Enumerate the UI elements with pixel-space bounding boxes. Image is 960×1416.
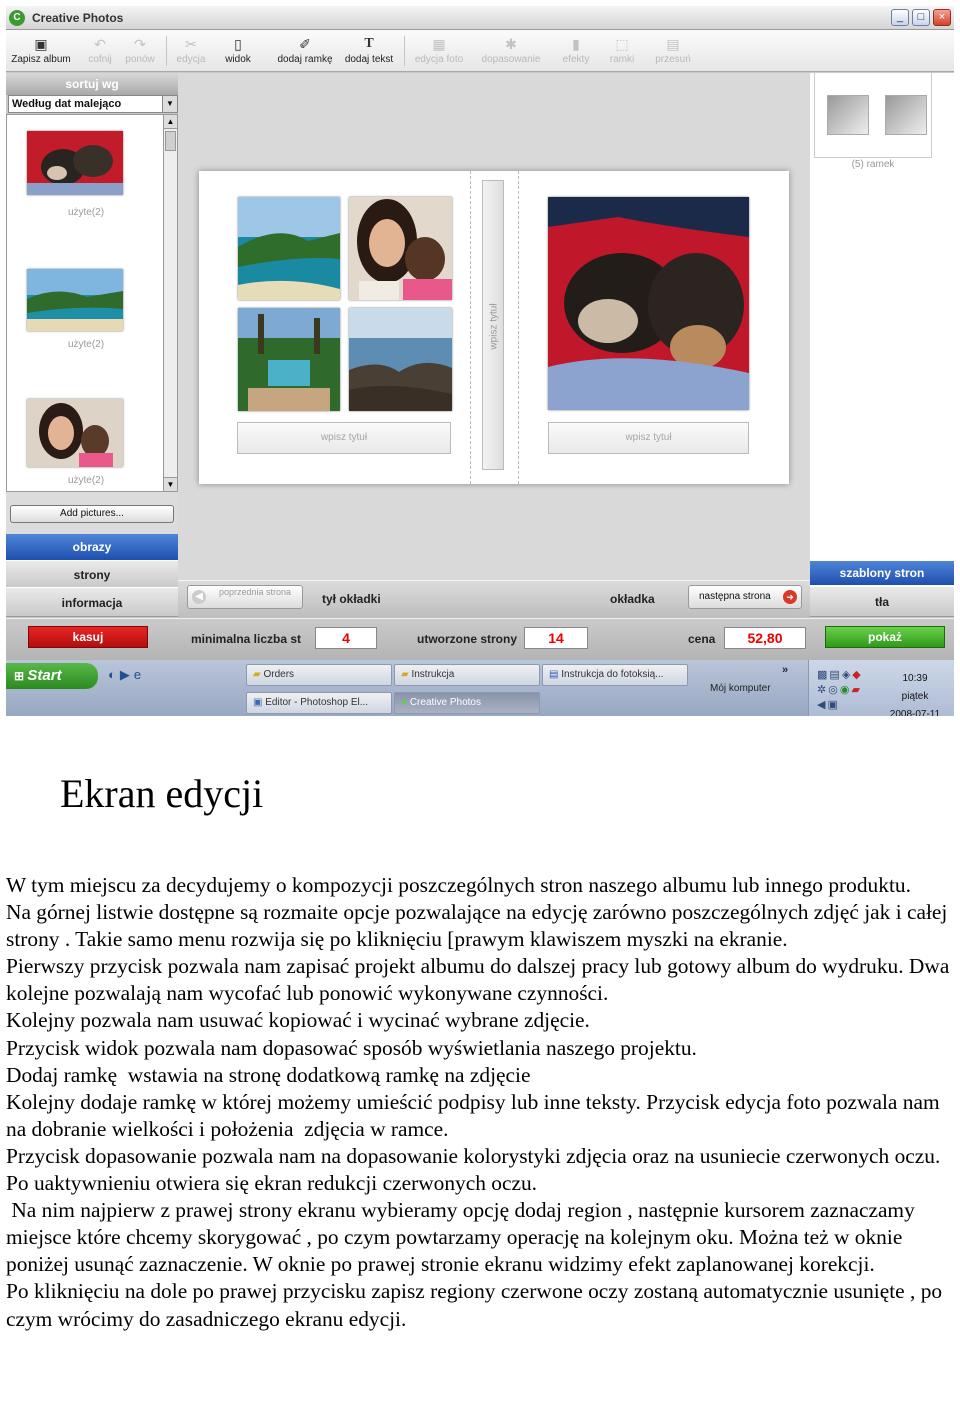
effects-label: efekty (562, 54, 590, 65)
beach-thumbnail-image (27, 269, 123, 331)
task-label: Orders (263, 669, 295, 680)
photo-slot-beach[interactable] (238, 197, 340, 300)
undo-button[interactable] (84, 32, 116, 70)
redo-icon: ↷ (134, 36, 146, 52)
save-album-button[interactable] (8, 32, 74, 70)
quick-launch[interactable] (108, 667, 170, 685)
min-pages-value: 4 (315, 627, 377, 649)
sort-value: Według dat malejąco (12, 98, 122, 110)
spine-title-field[interactable] (482, 180, 504, 470)
display-icon: ▣ (827, 699, 840, 711)
photo-slot-resort[interactable] (238, 308, 340, 411)
view-label: widok (225, 54, 251, 65)
add-frame-button[interactable] (272, 32, 338, 70)
photo-thumbnail-list (6, 114, 164, 492)
undo-icon: ↶ (94, 36, 106, 52)
next-page-label: następna strona (699, 591, 771, 602)
bluetooth-icon: ✲ (817, 684, 829, 696)
frames-count-caption: (5) ramek (851, 159, 895, 170)
clock[interactable] (879, 670, 951, 716)
tab-information[interactable]: informacja (6, 587, 178, 617)
min-pages-label: minimalna liczba st (191, 632, 302, 646)
paragraph: Kolejny pozwala nam usuwać kopiować i wycinać wybrane zdjęcie. (6, 1008, 590, 1033)
save-icon: ▣ (34, 36, 48, 52)
tab-backgrounds[interactable]: tła (810, 586, 954, 617)
text-icon: T (364, 36, 374, 51)
frames-label: ramki (609, 54, 635, 65)
media-player-icon: ▶ (119, 667, 134, 682)
windows-flag-icon: ⊞ (14, 669, 28, 683)
undo-label: cofnij (88, 54, 112, 65)
toolbar-separator (404, 36, 405, 66)
chat-icon: ◉ (839, 684, 852, 696)
start-label: Start (27, 667, 62, 684)
move-icon: ▤ (666, 36, 680, 52)
messenger-icon: ▰ (851, 684, 862, 696)
system-tray (808, 660, 954, 716)
editor-icon: ▣ (253, 697, 266, 708)
frames-button[interactable] (602, 32, 642, 70)
shield-icon: ◆ (852, 669, 863, 681)
app-logo-icon: C (9, 10, 25, 26)
paragraph: Przycisk widok pozwala nam dopasować sposób wyświetlania naszego projektu. (6, 1035, 697, 1060)
scissors-icon: ✂ (185, 36, 197, 52)
edit-button[interactable] (171, 32, 211, 70)
start-button[interactable] (6, 663, 98, 689)
effects-icon: ▮ (572, 36, 580, 52)
task-photoshop[interactable] (246, 692, 392, 714)
maximize-icon[interactable]: □ (912, 9, 930, 26)
task-instrukcja-fotoksiazki[interactable] (542, 664, 688, 686)
task-label: Editor - Photoshop El... (265, 697, 369, 708)
add-text-label: dodaj tekst (344, 54, 394, 65)
main-toolbar (6, 30, 954, 72)
paragraph: Po kliknięciu na dole po prawej przycisku zapisz regiony czerwone oczy zostaną automatycznie usunięte , po czym wrócimy do zasadniczego ekranu edycji. (6, 1279, 948, 1331)
resort-photo (238, 308, 340, 411)
tab-images[interactable]: obrazy (6, 534, 178, 560)
clock-day: piątek (901, 691, 929, 702)
view-button[interactable] (218, 32, 258, 70)
clock-date: 2008-07-11 (889, 709, 941, 716)
previous-page-button[interactable] (187, 585, 303, 609)
show-button[interactable]: pokaż (825, 626, 945, 648)
paragraph: W tym miejscu za decydujemy o kompozycji poszczególnych stron naszego albumu lub innego produktu. (6, 873, 911, 897)
thumbnail-beach[interactable] (27, 269, 123, 331)
paragraph: Na nim najpierw z prawej strony ekranu wybieramy opcję dodaj region , następnie kursorem zaznaczamy miejsce które chcemy skorygować , po czym powtarzamy operację na kolejnym oku. Można też w oknie poniżej usunąć zaznaczenie. W oknie po prawej stronie ekranu widzimy efekt zaplanowanej korekcji. (6, 1198, 921, 1277)
clock-time: 10:39 (902, 673, 928, 684)
network-icon: ◈ (841, 669, 853, 681)
task-overflow-icon[interactable]: » (782, 664, 789, 676)
created-pages-value: 14 (524, 627, 588, 649)
fold-line (470, 171, 471, 484)
photo-slot-portrait[interactable] (349, 197, 452, 300)
paragraph: Przycisk dopasowanie pozwala nam na dopasowanie kolorystyki zdjęcia oraz na usuniecie czerwonych oczu. Po uaktywnieniu otwiera się ekran redukcji czerwonych oczu. (6, 1143, 946, 1196)
portrait-thumbnail-image (27, 399, 123, 467)
sort-header: sortuj wg (6, 73, 178, 95)
volume-icon: ◀ (817, 699, 828, 711)
add-frame-label: dodaj ramkę (277, 54, 333, 65)
tab-page-templates[interactable]: szablony stron (810, 561, 954, 585)
previous-page-label: poprzednia strona (218, 587, 292, 597)
portrait-photo (349, 197, 452, 300)
left-page-title-field[interactable]: wpisz tytuł (237, 422, 451, 454)
thumbnail-dogs[interactable] (27, 131, 123, 195)
window-title: Creative Photos (32, 11, 124, 25)
chevron-down-icon: ▼ (162, 96, 177, 112)
used-count-label: użyte(2) (67, 475, 105, 486)
created-pages-label: utworzone strony (417, 632, 518, 646)
arrow-right-icon: ➜ (783, 590, 797, 604)
minimize-icon[interactable]: _ (891, 9, 909, 26)
edit-label: edycja (176, 54, 206, 65)
section-heading: Ekran edycji (60, 771, 264, 816)
photo-slot-rocks[interactable] (349, 308, 452, 411)
adjust-label: dopasowanie (481, 54, 541, 65)
close-icon[interactable]: × (933, 9, 951, 26)
photo-edit-icon: ▦ (432, 36, 446, 52)
photo-edit-label: edycja foto (414, 54, 464, 65)
page-icon: ▯ (234, 36, 242, 52)
app-logo-icon: ● (401, 697, 410, 708)
frame-template-grid[interactable] (827, 95, 869, 135)
effects-button[interactable] (554, 32, 598, 70)
dogs-photo (548, 197, 749, 410)
thumbnail-portrait[interactable] (27, 399, 123, 467)
document-icon: ▤ (549, 669, 562, 680)
paragraph: Dodaj ramkę wstawia na stronę dodatkową ramkę na zdjęcie (6, 1062, 531, 1087)
photo-edit-button[interactable] (408, 32, 470, 70)
antivirus-icon: ▩ (817, 669, 830, 681)
mail-icon: ◐ (108, 667, 120, 682)
folder-icon: ▰ (401, 669, 412, 680)
adjust-button[interactable] (478, 32, 544, 70)
add-pictures-button[interactable]: Add pictures... (10, 505, 174, 523)
frame-add-icon: ✐ (299, 36, 311, 52)
adjust-icon: ✱ (505, 36, 517, 52)
move-button[interactable] (648, 32, 698, 70)
tray-icons[interactable] (817, 668, 877, 712)
move-label: przesuń (655, 54, 691, 65)
price-label: cena (688, 632, 716, 646)
right-page-title-field[interactable]: wpisz tytuł (548, 422, 749, 454)
price-value: 52,80 (724, 627, 806, 649)
task-instrukcja[interactable] (394, 664, 540, 686)
paragraph: Pierwszy przycisk pozwala nam zapisać projekt albumu do dalszej pracy lub gotowy album do wydruku. Dwa kolejne pozwalają nam wycofać lub ponowić wykonywane czynności. (6, 954, 955, 1006)
used-count-label: użyte(2) (67, 207, 105, 218)
scroll-down-icon[interactable]: ▼ (164, 477, 177, 491)
frame-template-single[interactable] (885, 95, 927, 135)
paragraph: Kolejny dodaje ramkę w której możemy umieścić podpisy lub inne teksty. Przycisk edycja foto pozwala nam na dobranie wielkości i położenia zdjęcia w ramce. (6, 1089, 945, 1141)
folder-icon: ▰ (253, 669, 264, 680)
paragraph: Na górnej listwie dostępne są rozmaite opcje pozwalające na edycję zarówno poszczególnych zdjęć jak i całej strony . Takie samo menu rozwija się po kliknięciu [prawym klawiszem myszki na ekranie. (6, 900, 953, 952)
redo-label: ponów (125, 54, 155, 65)
task-creative-photos[interactable] (394, 692, 540, 714)
frames-icon: ⬚ (615, 36, 629, 52)
cover-label[interactable]: okładka (610, 592, 655, 606)
tab-pages[interactable]: strony (6, 560, 178, 588)
beach-photo (238, 197, 340, 300)
task-orders[interactable] (246, 664, 392, 686)
update-icon: ◎ (828, 684, 840, 696)
delete-button[interactable]: kasuj (28, 626, 148, 648)
task-label: Instrukcja (411, 669, 455, 680)
document-body (6, 872, 956, 1333)
add-text-button[interactable] (340, 32, 398, 70)
used-count-label: użyte(2) (67, 339, 105, 350)
spine-title-text: wpisz tytuł (488, 303, 500, 350)
sort-select[interactable] (8, 95, 178, 113)
window-titlebar (6, 6, 954, 30)
rocky-shore-photo (349, 308, 452, 411)
arrow-left-icon: ◀ (192, 590, 206, 604)
browser-icon: e (133, 667, 146, 682)
toolbar-separator (166, 36, 167, 66)
thumbnail-scrollbar[interactable] (163, 114, 178, 492)
back-cover-label[interactable]: tył okładki (322, 592, 381, 606)
task-label: Creative Photos (409, 697, 481, 708)
scroll-thumb[interactable] (165, 131, 176, 151)
redo-button[interactable] (120, 32, 160, 70)
next-page-button[interactable] (688, 585, 802, 609)
my-computer-label[interactable]: Mój komputer (710, 683, 771, 694)
fold-line (518, 171, 519, 484)
dogs-thumbnail-image (27, 131, 123, 195)
save-album-label: Zapisz album (11, 54, 71, 65)
app-screenshot (6, 6, 954, 716)
task-label: Instrukcja do fotoksią... (561, 669, 664, 680)
printer-icon: ▤ (829, 669, 842, 681)
frame-templates-box[interactable] (814, 72, 932, 158)
photo-slot-dogs[interactable] (548, 197, 749, 410)
scroll-up-icon[interactable]: ▲ (164, 115, 177, 129)
